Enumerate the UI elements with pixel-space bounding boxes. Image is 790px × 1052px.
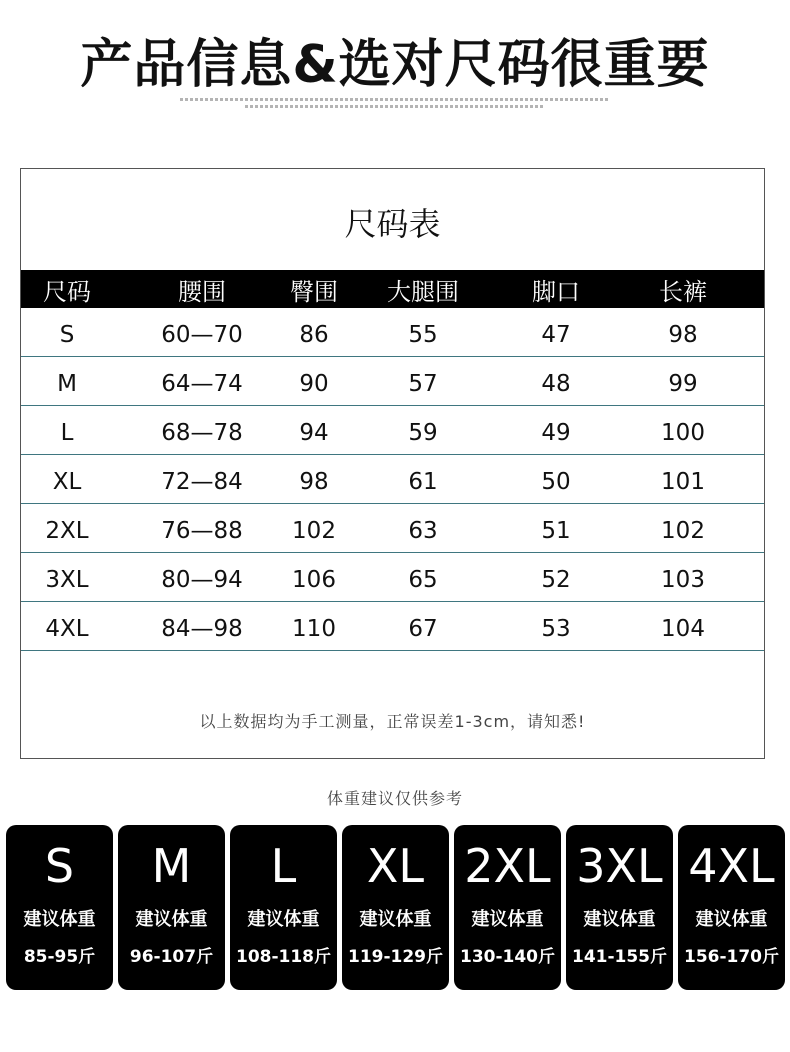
- table-cell: 98: [668, 322, 698, 348]
- card-size: 3XL: [576, 839, 663, 893]
- card-label: 建议体重: [135, 909, 208, 930]
- table-cell: 76—88: [161, 518, 243, 544]
- table-cell: 67: [408, 616, 438, 642]
- weight-card: [566, 825, 673, 990]
- size-table: [21, 270, 764, 651]
- card-label: 建议体重: [583, 909, 656, 930]
- column-header: 臀围: [290, 277, 338, 306]
- column-header: 尺码: [43, 277, 91, 306]
- card-size: L: [270, 839, 297, 893]
- table-cell: 104: [661, 616, 705, 642]
- table-cell: 63: [408, 518, 438, 544]
- table-cell: 53: [541, 616, 571, 642]
- table-cell: 94: [299, 420, 329, 446]
- table-cell: 90: [299, 371, 329, 397]
- weight-card: [118, 825, 225, 990]
- card-label: 建议体重: [247, 909, 320, 930]
- table-cell: 86: [299, 322, 329, 348]
- fine-print-line: [245, 105, 545, 108]
- table-cell: 103: [661, 567, 705, 593]
- table-cell: 84—98: [161, 616, 243, 642]
- fine-print-line: [180, 98, 610, 101]
- table-cell: L: [60, 420, 74, 446]
- table-cell: 59: [408, 420, 438, 446]
- table-cell: 2XL: [45, 518, 89, 544]
- table-body: [21, 308, 764, 651]
- card-range: 96-107斤: [129, 947, 214, 967]
- table-row: [21, 602, 764, 651]
- table-cell: 106: [292, 567, 336, 593]
- table-cell: 72—84: [161, 469, 243, 495]
- table-row: [21, 406, 764, 455]
- card-range: 130-140斤: [459, 947, 556, 967]
- weight-card: [454, 825, 561, 990]
- size-chart-panel: [20, 168, 765, 759]
- table-cell: 64—74: [161, 371, 243, 397]
- card-range: 108-118斤: [235, 947, 332, 967]
- table-cell: 61: [408, 469, 438, 495]
- table-row: [21, 504, 764, 553]
- table-cell: 49: [541, 420, 571, 446]
- table-cell: 102: [292, 518, 336, 544]
- table-row: [21, 553, 764, 602]
- table-cell: 51: [541, 518, 571, 544]
- card-size: 2XL: [464, 839, 551, 893]
- table-cell: 60—70: [161, 322, 243, 348]
- column-header: 腰围: [178, 277, 226, 306]
- table-cell: 47: [541, 322, 571, 348]
- card-label: 建议体重: [359, 909, 432, 930]
- weight-card: [230, 825, 337, 990]
- card-range: 156-170斤: [683, 947, 780, 967]
- table-cell: 100: [661, 420, 705, 446]
- card-label: 建议体重: [695, 909, 768, 930]
- table-cell: 65: [408, 567, 438, 593]
- card-label: 建议体重: [471, 909, 544, 930]
- table-row: [21, 455, 764, 504]
- column-header: 脚口: [532, 277, 580, 306]
- table-cell: 99: [668, 371, 698, 397]
- card-size: 4XL: [688, 839, 775, 893]
- table-cell: 98: [299, 469, 329, 495]
- table-cell: 102: [661, 518, 705, 544]
- fine-print-decoration: [0, 98, 790, 112]
- table-header-row: [21, 270, 764, 308]
- card-size: M: [151, 839, 192, 893]
- weight-card: [678, 825, 785, 990]
- table-cell: 80—94: [161, 567, 243, 593]
- weight-cards: [6, 825, 786, 990]
- table-cell: 3XL: [45, 567, 89, 593]
- table-cell: M: [57, 371, 77, 397]
- size-chart-caption: 尺码表: [344, 205, 441, 243]
- card-label: 建议体重: [23, 909, 96, 930]
- card-size: S: [44, 839, 75, 893]
- table-cell: 52: [541, 567, 571, 593]
- table-cell: 68—78: [161, 420, 243, 446]
- table-cell: 48: [541, 371, 571, 397]
- table-cell: XL: [52, 469, 82, 495]
- weight-card: [342, 825, 449, 990]
- card-range: 85-95斤: [23, 947, 96, 967]
- table-cell: 101: [661, 469, 705, 495]
- table-row: [21, 308, 764, 357]
- measurement-note: 以上数据均为手工测量，正常误差1-3cm，请知悉!: [199, 712, 586, 731]
- column-header: 长裤: [659, 277, 707, 306]
- weight-guide-heading: 体重建议仅供参考: [326, 789, 463, 808]
- card-size: XL: [366, 839, 425, 893]
- table-row: [21, 357, 764, 406]
- page-title: 产品信息&选对尺码很重要: [80, 35, 710, 95]
- table-cell: 55: [408, 322, 438, 348]
- weight-card: [6, 825, 113, 990]
- table-cell: 110: [292, 616, 336, 642]
- table-cell: S: [59, 322, 75, 348]
- card-range: 119-129斤: [347, 947, 444, 967]
- table-cell: 57: [408, 371, 438, 397]
- table-cell: 4XL: [45, 616, 89, 642]
- card-range: 141-155斤: [571, 947, 668, 967]
- column-header: 大腿围: [387, 277, 459, 306]
- table-cell: 50: [541, 469, 571, 495]
